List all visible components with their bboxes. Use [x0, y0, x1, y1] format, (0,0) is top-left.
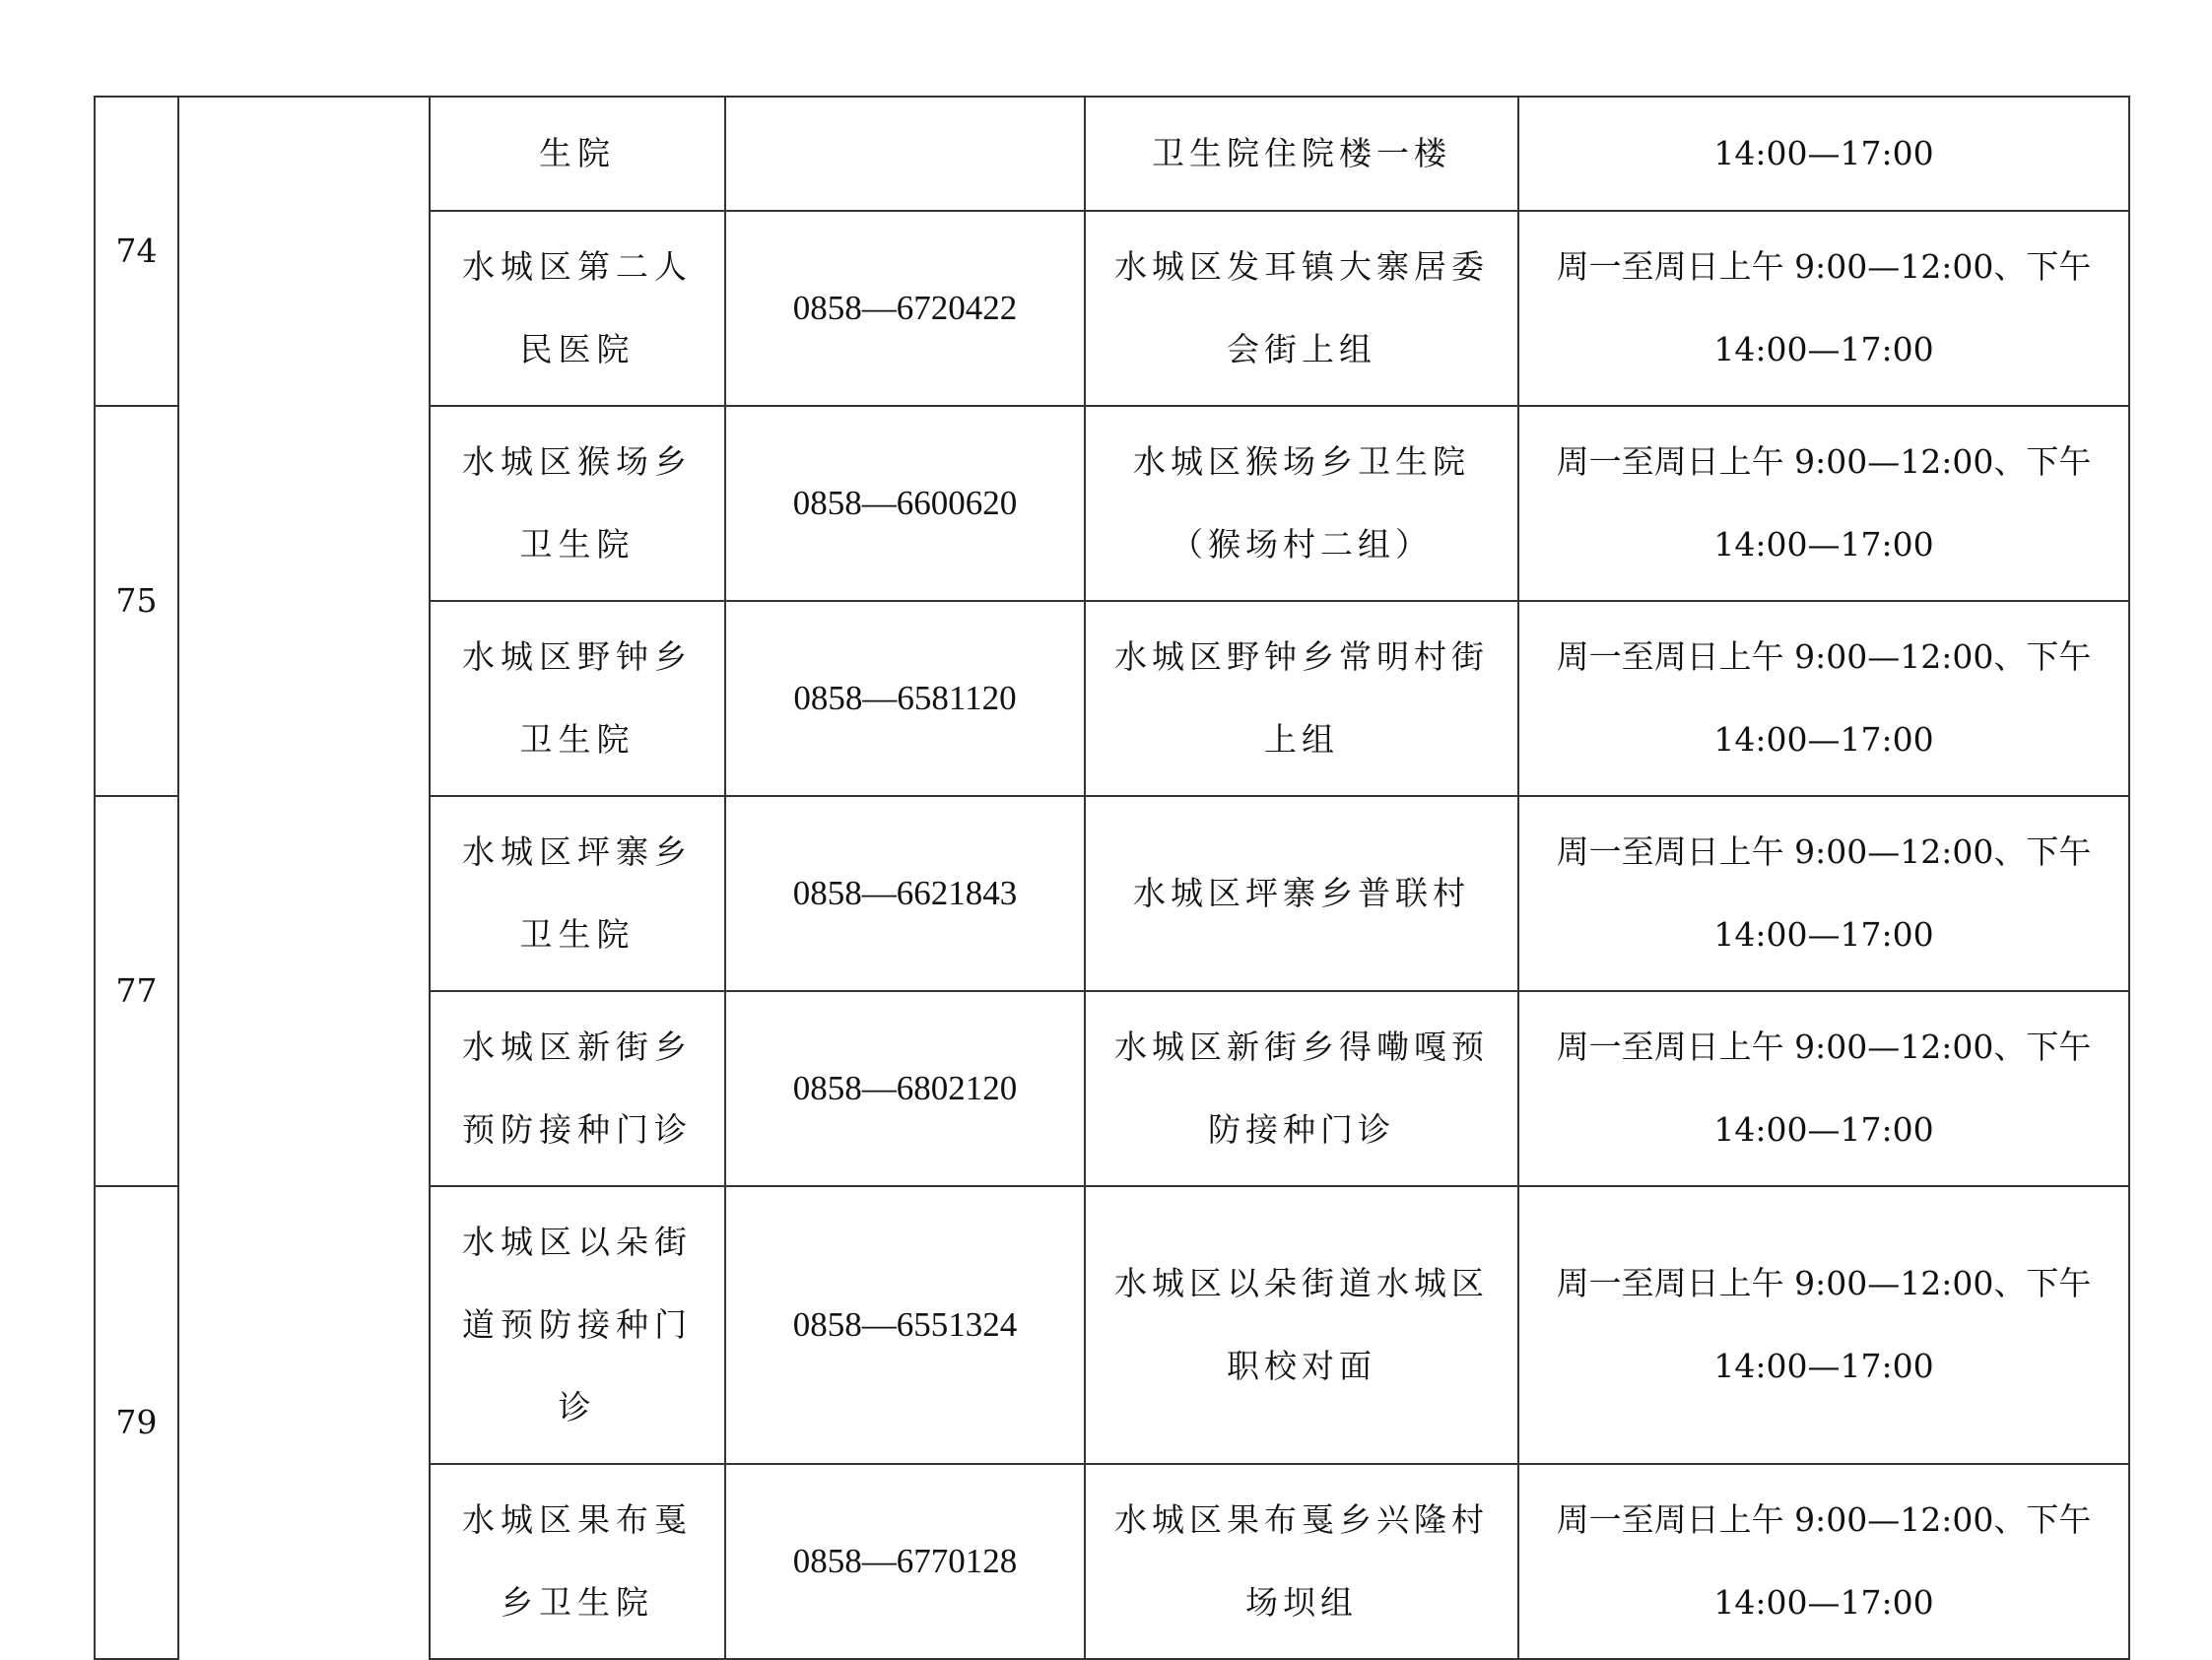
- clinic-phone: 0858—6551324: [725, 1186, 1085, 1464]
- clinic-hours: 周一至周日上午 9:00—12:00、下午 14:00—17:00: [1518, 796, 2129, 991]
- clinic-phone: [725, 97, 1085, 211]
- clinic-hours: 周一至周日上午 9:00—12:00、下午 14:00—17:00: [1518, 211, 2129, 406]
- clinic-address: 水城区发耳镇大寨居委会街上组: [1085, 211, 1518, 406]
- clinic-table: [94, 96, 2130, 1660]
- row-number: 77: [95, 796, 178, 1186]
- district-cell: [178, 97, 430, 1659]
- clinic-hours: 周一至周日上午 9:00—12:00、下午 14:00—17:00: [1518, 406, 2129, 601]
- clinic-name: 水城区坪寨乡卫生院: [430, 796, 725, 991]
- clinic-address: 水城区坪寨乡普联村: [1085, 796, 1518, 991]
- clinic-phone: 0858—6621843: [725, 796, 1085, 991]
- clinic-name: 水城区猴场乡卫生院: [430, 406, 725, 601]
- clinic-address: 水城区果布戛乡兴隆村场坝组: [1085, 1464, 1518, 1659]
- clinic-name: 水城区第二人民医院: [430, 211, 725, 406]
- row-number: 79: [95, 1186, 178, 1659]
- row-number: 75: [95, 406, 178, 796]
- clinic-phone: 0858—6600620: [725, 406, 1085, 601]
- clinic-hours: 周一至周日上午 9:00—12:00、下午 14:00—17:00: [1518, 991, 2129, 1186]
- clinic-hours: 周一至周日上午 9:00—12:00、下午 14:00—17:00: [1518, 601, 2129, 796]
- clinic-phone: 0858—6581120: [725, 601, 1085, 796]
- clinic-address: 水城区以朵街道水城区职校对面: [1085, 1186, 1518, 1464]
- table-row: [95, 97, 2129, 211]
- clinic-address: 水城区猴场乡卫生院（猴场村二组）: [1085, 406, 1518, 601]
- clinic-name: 水城区果布戛乡卫生院: [430, 1464, 725, 1659]
- clinic-address: 卫生院住院楼一楼: [1085, 97, 1518, 211]
- row-number: 74: [95, 97, 178, 406]
- clinic-address: 水城区野钟乡常明村街上组: [1085, 601, 1518, 796]
- clinic-phone: 0858—6770128: [725, 1464, 1085, 1659]
- clinic-hours: 周一至周日上午 9:00—12:00、下午 14:00—17:00: [1518, 1464, 2129, 1659]
- clinic-hours: 14:00—17:00: [1518, 97, 2129, 211]
- clinic-name: 生院: [430, 97, 725, 211]
- clinic-name: 水城区野钟乡卫生院: [430, 601, 725, 796]
- clinic-hours: 周一至周日上午 9:00—12:00、下午 14:00—17:00: [1518, 1186, 2129, 1464]
- clinic-name: 水城区新街乡预防接种门诊: [430, 991, 725, 1186]
- clinic-address: 水城区新街乡得嘞嘎预防接种门诊: [1085, 991, 1518, 1186]
- clinic-name: 水城区以朵街道预防接种门诊: [430, 1186, 725, 1464]
- clinic-phone: 0858—6802120: [725, 991, 1085, 1186]
- clinic-phone: 0858—6720422: [725, 211, 1085, 406]
